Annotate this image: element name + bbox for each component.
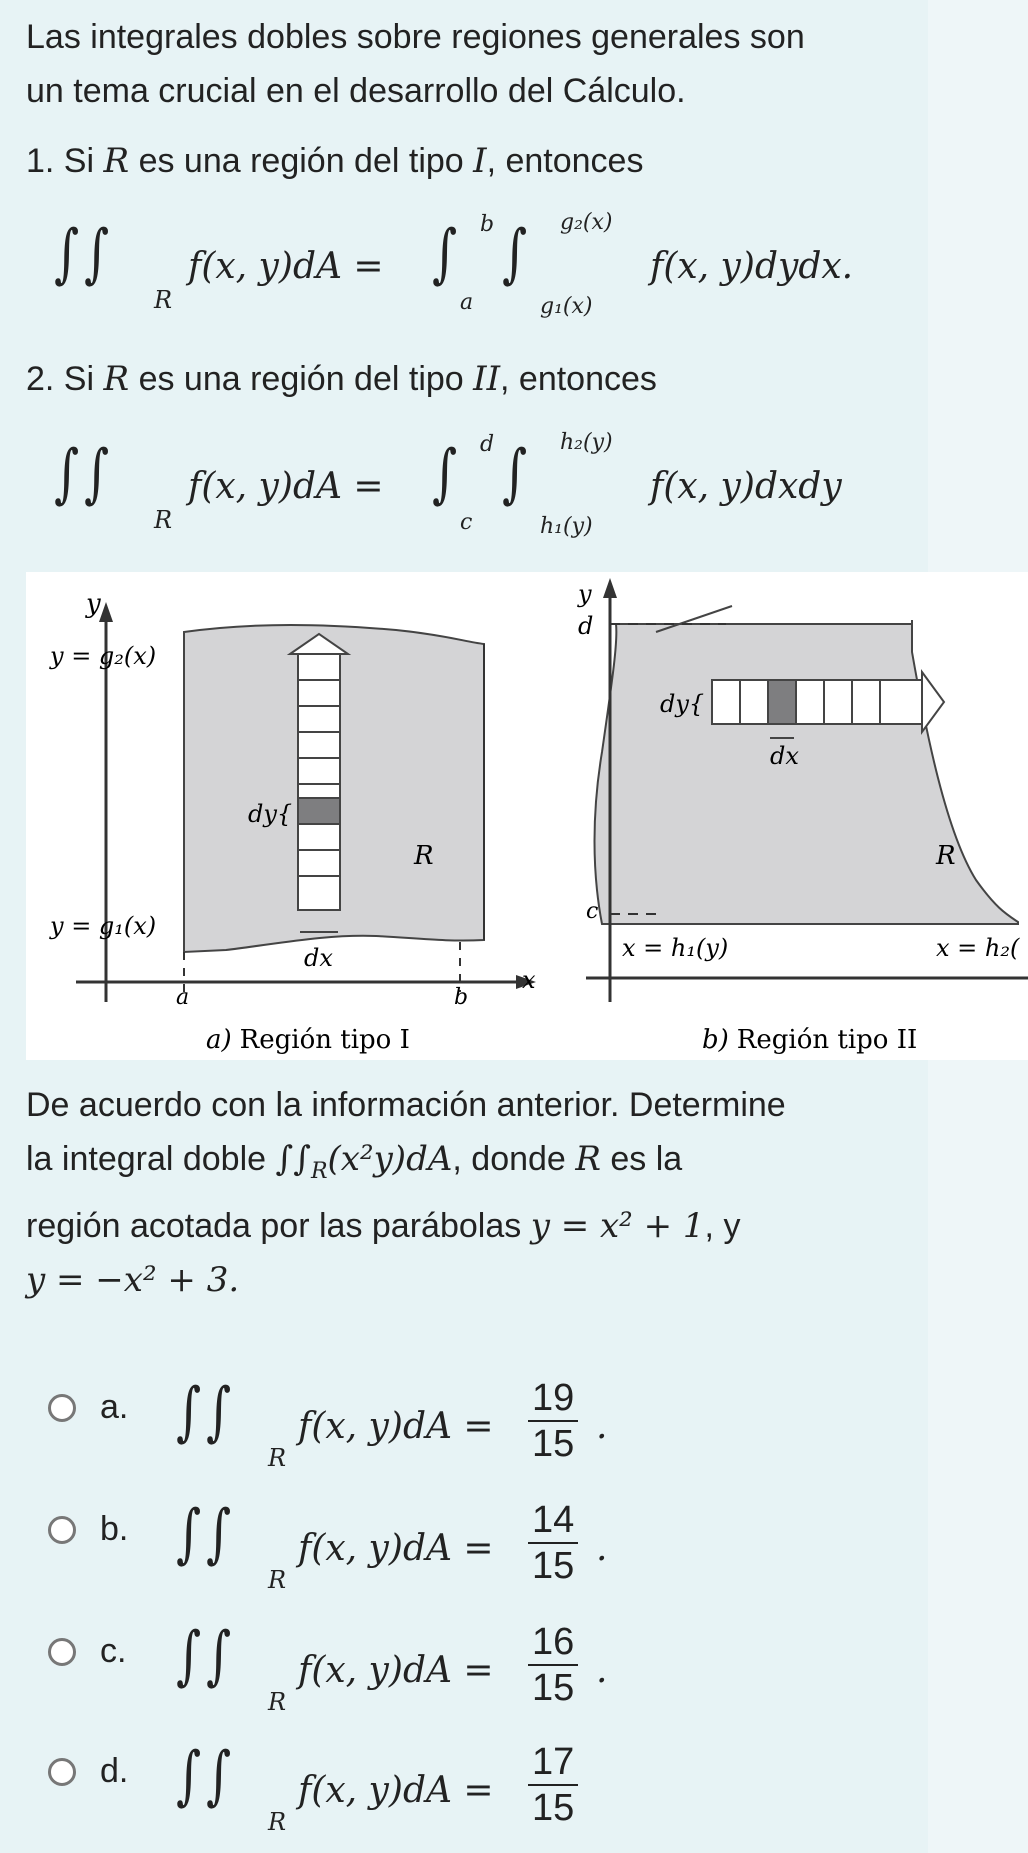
radio-c[interactable] <box>48 1638 76 1666</box>
item-1-heading: 1. Si R es una región del tipo I, entonces <box>26 141 644 181</box>
caption-type-2: b) Región tipo II <box>702 1025 918 1055</box>
area-element-dA-2 <box>768 680 796 724</box>
intro-line-1: Las integrales dobles sobre regiones generales son <box>26 18 805 56</box>
dy-label: dy{ <box>248 800 293 828</box>
region-label-2: R <box>936 841 956 871</box>
b-label: b <box>454 985 469 1010</box>
x-axis-label: x <box>522 966 536 994</box>
intro-line-2: un tema crucial en el desarrollo del Cálculo. <box>26 72 686 110</box>
radio-a[interactable] <box>48 1394 76 1422</box>
y-axis-label: y <box>86 589 101 619</box>
caption-type-1: a) Región tipo I <box>206 1025 410 1055</box>
question-statement: De acuerdo con la información anterior. Determine la integral doble $\int\int_R(x^2y)dA$, donde R es la región acotada por las parábolas y = x² + 1, y y = −x² + 3. <box>26 1086 786 1300</box>
d-label: d <box>578 612 594 640</box>
bottom-curve-label: y = g₁(x) <box>50 912 157 940</box>
c-label: c <box>586 899 599 924</box>
right-curve-label: x = h₂( <box>936 934 1020 962</box>
formula-type-2: ∫ ∫ R f(x, y)dA = ∫ d c ∫ h₂(y) h₁(y) f(x, y)dxdy <box>54 430 842 539</box>
area-element-dA <box>298 798 340 824</box>
radio-b[interactable] <box>48 1516 76 1544</box>
item-2-heading: 2. Si R es una región del tipo II, entonces <box>26 359 657 399</box>
panel-type-1 <box>26 572 536 1055</box>
panel-type-2 <box>577 578 1028 1055</box>
option-b[interactable]: b. ∫ ∫ R f(x, y)dA = 14 15 . <box>44 1494 744 1604</box>
dx-label: dx <box>304 944 333 972</box>
option-c[interactable]: c. ∫ ∫ R f(x, y)dA = 16 15 . <box>44 1616 744 1726</box>
left-curve-label: x = h₁(y) <box>622 934 729 962</box>
y-axis-label-2: y <box>578 580 592 608</box>
dy-label-2: dy{ <box>660 690 705 718</box>
region-r-type-2 <box>595 624 1019 924</box>
region-label: R <box>414 841 434 871</box>
option-d[interactable]: d. ∫ ∫ R f(x, y)dA = 17 15 <box>44 1736 744 1846</box>
top-curve-label: y = g₂(x) <box>50 642 157 670</box>
option-a[interactable]: a. ∫ ∫ R f(x, y)dA = 19 15 . <box>44 1372 744 1482</box>
formula-type-1: ∫ ∫ R f(x, y)dA = ∫ b a ∫ g₂(x) g₁(x) f(x, y)dydx. <box>54 210 854 319</box>
vertical-strip <box>290 634 348 932</box>
intro-text <box>26 10 805 118</box>
dx-label-2: dx <box>770 742 799 770</box>
region-figure <box>26 572 1028 1060</box>
radio-d[interactable] <box>48 1758 76 1786</box>
a-label: a <box>176 985 190 1010</box>
